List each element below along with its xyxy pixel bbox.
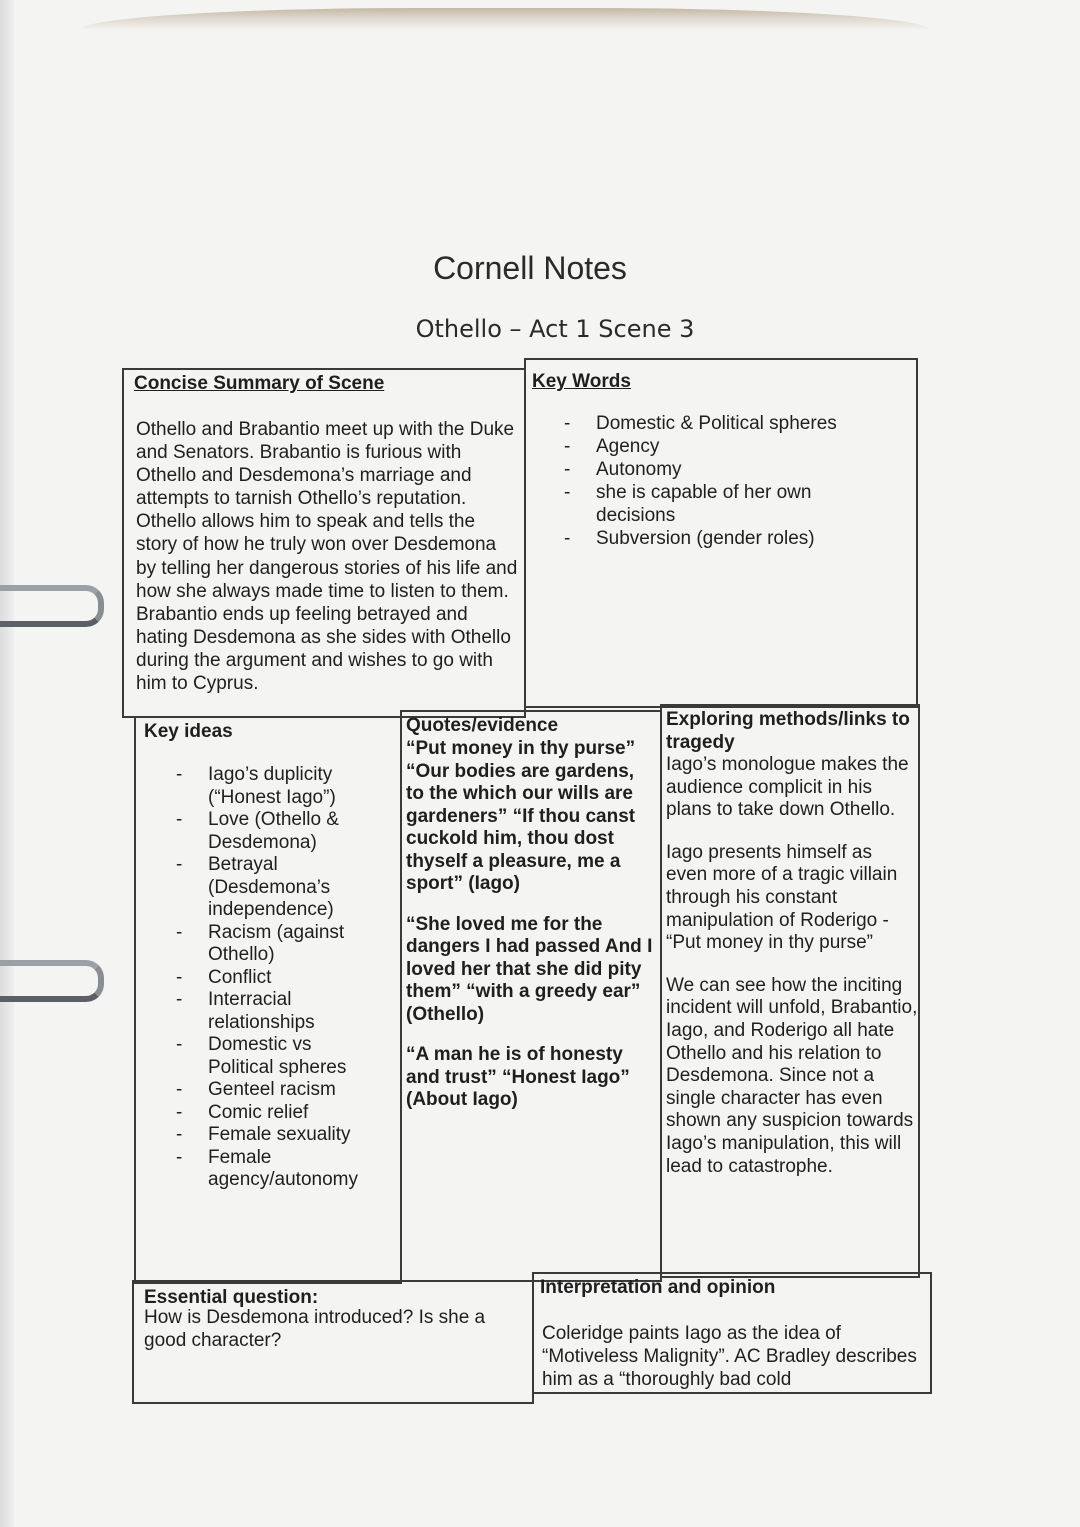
list-item: - Love (Othello & Desdemona) — [170, 809, 380, 854]
page-subtitle: Othello – Act 1 Scene 3 — [415, 315, 695, 343]
list-item: - Interracial relationships — [170, 989, 380, 1034]
essential-question-heading: Essential question: — [144, 1287, 319, 1308]
interpretation-heading: Interpretation and opinion — [540, 1277, 776, 1298]
binder-ring-bottom — [0, 960, 104, 1002]
quote-item: “She loved me for the dangers I had passed And I loved her that she did pity them” “with a greedy ear” (Othello) — [406, 913, 653, 1025]
list-item: - Betrayal (Desdemona’s independence) — [170, 854, 380, 922]
page-top-shadow — [80, 8, 930, 30]
list-item: - she is capable of her own decisions — [558, 481, 878, 527]
list-item: - Domestic & Political spheres — [558, 412, 878, 435]
key-ideas-list — [170, 764, 380, 1192]
list-item: - Iago’s duplicity (“Honest Iago”) — [170, 764, 380, 809]
key-ideas-heading: Key ideas — [144, 721, 233, 742]
exploring-heading: Exploring methods/links to tragedy — [666, 709, 910, 753]
list-item: - Domestic vs Political spheres — [170, 1034, 380, 1079]
list-item: - Female agency/autonomy — [170, 1147, 380, 1192]
binder-ring-top — [0, 585, 104, 627]
list-item: - Racism (against Othello) — [170, 922, 380, 967]
quote-item: “A man he is of honesty and trust” “Honest Iago” (About Iago) — [406, 1044, 630, 1110]
exploring-paragraph: Iago’s monologue makes the audience complicit in his plans to take down Othello. — [666, 754, 909, 821]
essential-question-text: How is Desdemona introduced? Is she a good character? — [144, 1307, 486, 1351]
quotes-list — [406, 738, 656, 1130]
list-item: - Autonomy — [558, 458, 878, 481]
summary-text: Othello and Brabantio meet up with the Duke and Senators. Brabantio is furious with Othello and Desdemona’s marriage and attempts to tarnish Othello’s reputation. Othello allows him to speak and tells the story of how he truly won over Desdemona by telling her dangerous stories of his life and how she always made time to listen to them. Brabantio ends up feeling betrayed and hating Desdemona as she sides with Othello during the argument and wishes to go with him to Cyprus. — [136, 419, 518, 695]
quotes-heading: Quotes/evidence — [406, 715, 559, 736]
list-item: - Conflict — [170, 967, 380, 990]
key-words-heading: Key Words — [532, 371, 631, 392]
page-edge — [0, 0, 14, 1527]
list-item: - Agency — [558, 435, 878, 458]
list-item: - Subversion (gender roles) — [558, 527, 878, 550]
key-words-list — [558, 412, 878, 550]
quote-item: “Put money in thy purse” “Our bodies are gardens, to the which our wills are gardeners” “If thou canst cuckold him, thou dost thyself a pleasure, me a sport” (Iago) — [406, 738, 636, 894]
summary-heading: Concise Summary of Scene — [134, 373, 385, 394]
list-item: - Female sexuality — [170, 1124, 380, 1147]
exploring-paragraph: Iago presents himself as even more of a tragic villain through his constant manipulation of Roderigo - “Put money in thy purse” — [666, 841, 898, 954]
list-item: - Comic relief — [170, 1102, 380, 1125]
page-title: Cornell Notes — [433, 250, 627, 286]
exploring-text — [666, 754, 918, 1198]
list-item: - Genteel racism — [170, 1079, 380, 1102]
interpretation-text: Coleridge paints Iago as the idea of “Motiveless Malignity”. AC Bradley describes him as a “thoroughly bad cold — [542, 1323, 917, 1390]
exploring-paragraph: We can see how the inciting incident will unfold, Brabantio, Iago, and Roderigo all hate Othello and his relation to Desdemona. Since not a single character has even shown any suspicion towards Iago’s manipulation, this will lead to catastrophe. — [666, 974, 918, 1177]
